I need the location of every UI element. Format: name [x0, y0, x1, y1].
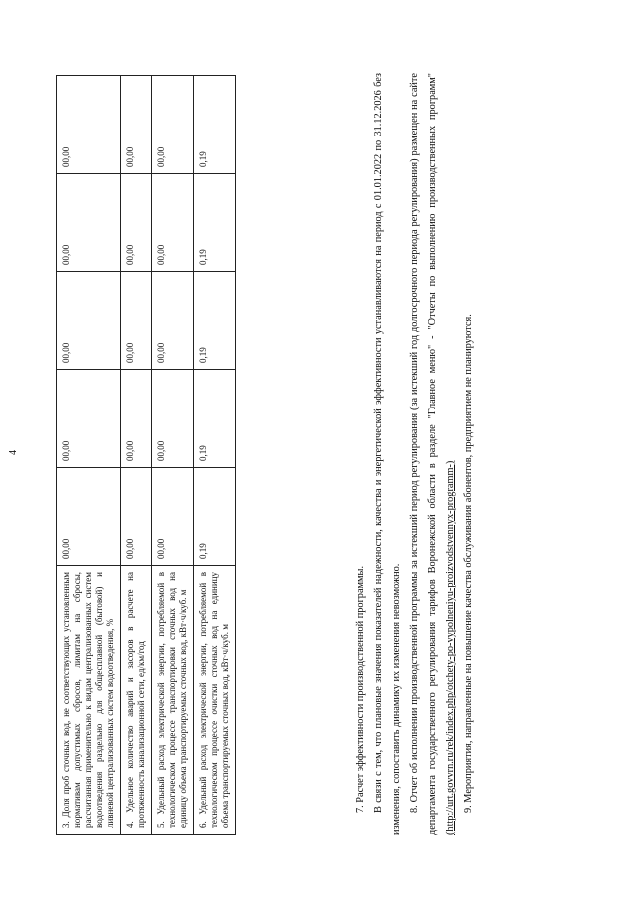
indicator-label: 3. Доля проб сточных вод, не соответствующих установленным нормативам допустимых сбросов, лимитам на сбросы, рассчитанная применительно к видам централизованных систем водоотведения раздельно для общесплавной (бытовой) и ливневой централизованных систем водоотведения, %: [57, 566, 121, 835]
indicator-value: 00,00: [121, 370, 152, 468]
indicator-value: 0,19: [194, 370, 236, 468]
indicator-value: 00,00: [152, 174, 194, 272]
section-7-paragraph: В связи с тем, что плановые значения показателей надежности, качества и энергетической эффективности устанавливаются на период с 01.01.2022 по 31.12.2026 без изменения, сопоставить динамику их изменения невозможно.: [373, 73, 402, 835]
table-row: [57, 76, 121, 835]
section-8-paragraph: [406, 73, 460, 835]
section-8-text: 8. Отчет об исполнении производственной программы за истекший период регулирования (за истекший год долгосрочного периода регулирования) размещен на сайте департамента государственного регулирования тарифов Воронежской области в разделе "Главное меню" - "Отчеты по выполнению производственных программ": [409, 73, 438, 835]
indicators-table: [56, 75, 236, 835]
indicator-value: 00,00: [121, 468, 152, 566]
indicator-value: 00,00: [152, 272, 194, 370]
indicator-label: 4. Удельное количество аварий и засоров в расчете на протяженность канализационной сети, ед/км/год: [121, 566, 152, 835]
indicator-value: 00,00: [152, 76, 194, 174]
indicator-value: 00,00: [57, 272, 121, 370]
indicator-label: 6. Удельный расход электрической энергии, потребляемой в технологическом процессе очистки сточных вод на единицу объема транспортируемых сточных вод, кВт·ч/куб. м: [194, 566, 236, 835]
indicator-value: 00,00: [152, 468, 194, 566]
indicator-value: 0,19: [194, 174, 236, 272]
indicator-value: 0,19: [194, 76, 236, 174]
indicator-value: 00,00: [121, 76, 152, 174]
report-link[interactable]: (http://urt.govvrn.ru/rek/index.php/otchety-po-vypolneniyu-proizvodstvennyx-programm-): [445, 460, 456, 835]
table-row: [194, 76, 236, 835]
indicator-value: 00,00: [121, 174, 152, 272]
indicator-value: 00,00: [152, 370, 194, 468]
section-7-heading: 7. Расчет эффективности производственной программы.: [355, 565, 366, 813]
document-body: [352, 73, 478, 835]
indicator-value: 00,00: [57, 468, 121, 566]
indicator-value: 00,00: [121, 272, 152, 370]
indicator-value: 0,19: [194, 468, 236, 566]
table-row: [152, 76, 194, 835]
indicator-label: 5. Удельный расход электрической энергии, потребляемой в технологическом процессе транспортировки сточных вод на единицу объема транспортируемых сточных вод, кВт·ч/куб. м: [152, 566, 194, 835]
indicator-value: 00,00: [57, 370, 121, 468]
page-number: 4: [8, 450, 19, 455]
indicator-value: 0,19: [194, 272, 236, 370]
table-row: [121, 76, 152, 835]
section-9-paragraph: 9. Мероприятия, направленные на повышение качества обслуживания абонентов, предприятием не планируются.: [463, 314, 474, 813]
indicator-value: 00,00: [57, 76, 121, 174]
indicator-value: 00,00: [57, 174, 121, 272]
